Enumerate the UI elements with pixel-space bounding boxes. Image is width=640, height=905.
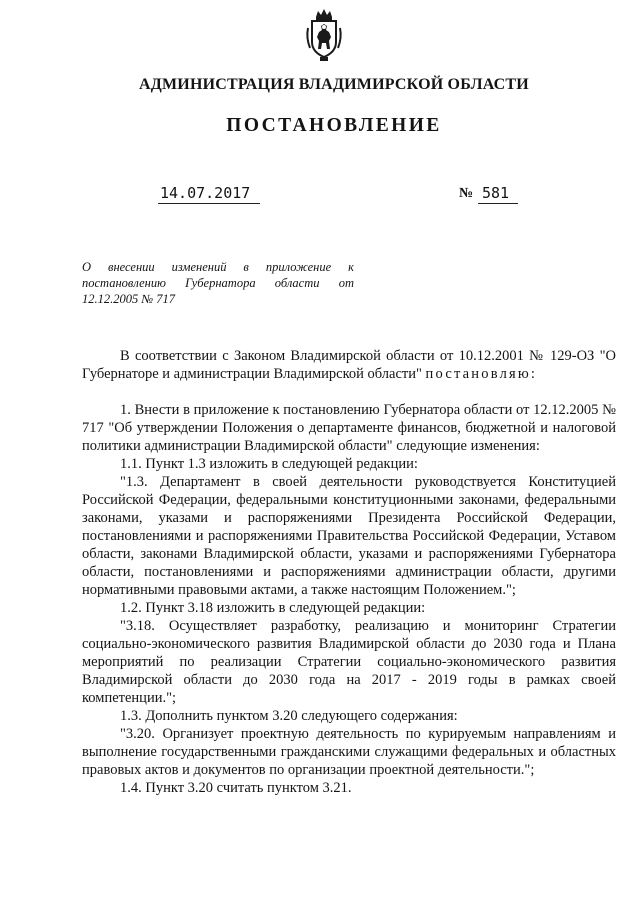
number-sign: № xyxy=(459,186,474,201)
document-date: 14.07.2017 xyxy=(158,184,260,204)
subject-line: 12.12.2005 № 717 xyxy=(82,292,176,306)
subject-line: О внесении изменений в приложение к xyxy=(82,260,354,274)
clause-1: 1. Внести в приложение к постановлению Губернатора области от 12.12.2005 № 717 "Об утверждении Положения о департаменте финансов, бюджетной и налоговой политики администрации Владимирской области" следующие изменения: xyxy=(82,402,616,454)
preamble-decree-word: постановляю: xyxy=(425,366,538,382)
clause-1-4: 1.4. Пункт 3.20 считать пунктом 3.21. xyxy=(120,780,352,796)
clause-1-1-text: "1.3. Департамент в своей деятельности руководствуется Конституцией Российской Федерации, федеральными конституционными законами, федеральными законами, указами и распоряжениями Президента Российской Федерации, постановлениями и распоряжениями Правительства Российской Федерации, Уставом области, законами Владимирской области, указами и распоряжениями Губернатора области, постановлениями и распоряжениями администрации области, другими нормативными правовыми актами, а также настоящим Положением."; xyxy=(82,474,616,598)
clause-1-3-text: "3.20. Организует проектную деятельность по курируемым направлениям и выполнение государственными гражданскими служащими федеральных и областных правовых актов и документов по организации проектной деятельности."; xyxy=(82,726,616,778)
clause-1-1: 1.1. Пункт 1.3 изложить в следующей редакции: xyxy=(120,456,418,472)
document-subject xyxy=(82,259,354,307)
subject-line: постановлению Губернатора области от xyxy=(82,276,354,290)
document-number: 581 xyxy=(478,184,518,204)
preamble-text: В соответствии с Законом Владимирской области от 10.12.2001 № 129-ОЗ "О Губернаторе и администрации Владимирской области" xyxy=(82,348,616,382)
clause-1-2: 1.2. Пункт 3.18 изложить в следующей редакции: xyxy=(120,600,426,616)
coat-of-arms-icon xyxy=(304,8,344,62)
organization-title: АДМИНИСТРАЦИЯ ВЛАДИМИРСКОЙ ОБЛАСТИ xyxy=(139,76,529,93)
clause-1-3: 1.3. Дополнить пунктом 3.20 следующего содержания: xyxy=(120,708,458,724)
preamble-paragraph xyxy=(82,347,616,383)
document-type-title: ПОСТАНОВЛЕНИЕ xyxy=(226,115,442,136)
document-body xyxy=(82,347,616,797)
clause-1-2-text: "3.18. Осуществляет разработку, реализацию и мониторинг Стратегии социально-экономического развития Владимирской области до 2030 года и Плана мероприятий по реализации Стратегии социально-экономического развития Владимирской области до 2030 года на 2017 - 2019 годы в рамках своей компетенции."; xyxy=(82,618,616,706)
